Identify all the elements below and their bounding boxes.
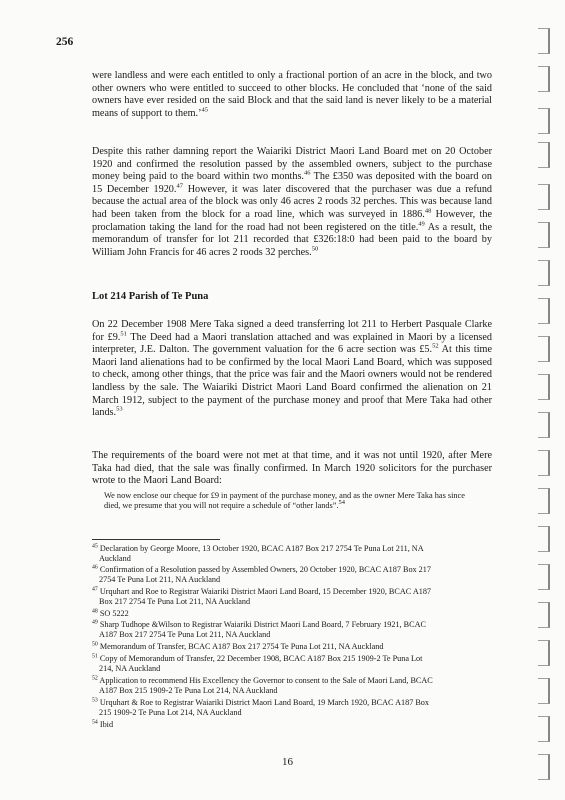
binding-mark	[538, 754, 550, 780]
binding-mark	[538, 564, 550, 590]
footnote-50	[92, 642, 494, 652]
binding-mark	[538, 184, 550, 210]
footnote-text: Ibid	[99, 720, 114, 729]
footnote-divider	[92, 539, 220, 540]
paragraph-2-text-5: As a result, the memorandum of transfer for lot 211 recorded that £326:18:0 had been paid to the board by William John Francis for 46 acres 2 roods 32 perches.	[92, 221, 492, 258]
footnote-text: Sharp Tudhope &Wilson to Registrar Waiariki District Maori Land Board, 7 February 1921, BCAC	[99, 620, 426, 629]
footnote-text-cont: 215 1909-2 Te Puna Lot 214, NA Auckland	[99, 707, 242, 717]
footnote-54	[92, 720, 494, 730]
binding-mark	[538, 716, 550, 742]
paragraph-2-text-2: The £350 was deposited with the board on 15 December 1920.	[92, 171, 492, 195]
footnote-ref: 50	[311, 245, 319, 253]
footnote-text: SO 5222	[99, 609, 129, 618]
footnote-number: 45	[92, 543, 98, 550]
footnote-number: 51	[92, 653, 98, 660]
paragraph-2-text-4: However, the proclamation taking the land for the road had not been registered on the title.	[92, 208, 492, 233]
paragraph-3	[92, 319, 492, 420]
footnote-ref: 45	[201, 106, 208, 114]
footnote-text: Declaration by George Moore, 13 October 1920, BCAC A187 Box 217 2754 Te Puna Lot 211, NA	[99, 544, 424, 553]
footnote-ref: 48	[424, 207, 432, 215]
paragraph-3-text-1: On 22 December 1908 Mere Taka signed a deed transferring lot 211 to Herbert Pasquale Clarke for £9.	[92, 319, 492, 343]
binding-mark	[538, 374, 550, 400]
binding-mark	[538, 336, 550, 362]
binding-mark	[538, 142, 550, 168]
footnote-46	[92, 565, 494, 585]
footnote-text: Urquhart and Roe to Registrar Waiariki District Maori Land Board, 15 December 1920, BCAC A187	[99, 587, 432, 596]
footnote-52	[92, 676, 494, 696]
page-number-bottom: 16	[282, 756, 293, 768]
binding-mark	[538, 260, 550, 286]
paragraph-3-text-3: At this time Maori land alienations had to be confirmed by the local Maori Land Board, which was supposed to check, among other things, that the price was fair and the Maori owners would not be rendered landless by the sale. The Waiariki District Maori Land Board confirmed the alienation on 21 March 1912, subject to the payment of the purchase money and proof that Mere Taka had other lands.	[92, 344, 492, 419]
footnote-text-cont: A187 Box 215 1909-2 Te Puna Lot 214, NA Auckland	[99, 685, 278, 695]
footnote-ref: 47	[176, 182, 183, 190]
footnote-49	[92, 620, 494, 640]
footnote-number: 48	[92, 608, 98, 615]
paragraph-4-text: The requirements of the board were not met at that time, and it was not until 1920, after Mere Taka had died, that the sale was finally confirmed. In March 1920 solicitors for the purchaser wrote to the Maori Land Board:	[92, 450, 492, 487]
binding-mark	[538, 298, 550, 324]
paragraph-2-text-1: Despite this rather damning report the Waiariki District Maori Land Board met on 20 October 1920 and confirmed the resolution passed by the assembled owners, subject to the purchase money being paid to the board within two months.	[92, 146, 492, 183]
section-heading: Lot 214 Parish of Te Puna	[92, 291, 209, 302]
block-quote	[104, 491, 474, 511]
footnote-text: Application to recommend His Excellency the Governor to consent to the Sale of Maori Land, BCAC	[99, 676, 433, 685]
binding-mark	[538, 412, 550, 438]
footnote-text-cont: Auckland	[99, 553, 131, 563]
footnote-ref: 52	[432, 342, 439, 350]
footnote-45	[92, 544, 494, 564]
footnote-number: 49	[92, 619, 98, 626]
footnote-ref: 54	[338, 499, 346, 507]
binding-mark	[538, 450, 550, 476]
footnote-number: 53	[92, 697, 98, 704]
footnote-text-cont: Box 217 2754 Te Puna Lot 211, NA Auckland	[99, 596, 251, 606]
page-number-top: 256	[56, 36, 74, 48]
paragraph-1-text: were landless and were each entitled to only a fractional portion of an acre in the block, and two other owners who were entitled to succeed to other blocks. He concluded that ‘none of the said owners have ever resided on the said Block and that the said land is never likely to be a material means of support to them.’	[92, 70, 492, 119]
footnote-ref: 46	[303, 169, 311, 177]
footnote-number: 50	[92, 641, 98, 648]
binding-mark	[538, 602, 550, 628]
footnote-ref: 49	[418, 220, 425, 228]
paragraph-4	[92, 450, 492, 488]
paragraph-1	[92, 70, 492, 120]
footnote-number: 46	[92, 564, 98, 571]
footnote-text: Confirmation of a Resolution passed by Assembled Owners, 20 October 1920, BCAC A187 Box 217	[99, 565, 431, 574]
footnote-47	[92, 587, 494, 607]
footnote-number: 52	[92, 675, 98, 682]
footnote-text-cont: 2754 Te Puna Lot 211, NA Auckland	[99, 574, 221, 584]
footnote-text: Memorandum of Transfer, BCAC A187 Box 217 2754 Te Puna Lot 211, NA Auckland	[99, 642, 384, 651]
binding-mark	[538, 28, 550, 54]
footnote-53	[92, 698, 494, 718]
footnote-number: 47	[92, 586, 98, 593]
binding-mark	[538, 526, 550, 552]
footnote-text: Urquhart & Roe to Registrar Waiariki District Maori Land Board, 19 March 1920, BCAC A187 Box	[99, 698, 429, 707]
footnote-48	[92, 609, 494, 619]
binding-mark	[538, 678, 550, 704]
footnote-text-cont: A187 Box 217 2754 Te Puna Lot 211, NA Auckland	[99, 629, 271, 639]
footnote-51	[92, 654, 494, 674]
binding-mark	[538, 108, 550, 134]
binding-mark	[538, 222, 550, 248]
footnote-text: Copy of Memorandum of Transfer, 22 December 1908, BCAC A187 Box 215 1909-2 Te Puna Lot	[99, 654, 423, 663]
footnote-text-cont: 214, NA Auckland	[99, 663, 161, 673]
paragraph-3-text-2: The Deed had a Maori translation attached and was explained in Maori by a licensed interpreter, J.E. Dalton. The government valuation for the 6 acre section was £5.	[92, 331, 492, 356]
quote-text: We now enclose our cheque for £9 in payment of the purchase money, and as the owner Mere Taka has since died, we presume that you will not require a schedule of “other lands”.	[104, 491, 465, 511]
footnote-ref: 53	[116, 405, 123, 413]
binding-mark	[538, 488, 550, 514]
paragraph-2-text-3: However, it was later discovered that the purchaser was due a refund because the actual area of the block was only 46 acres 2 roods 32 perches. This was because land had been taken from the block for a road line, which was surveyed in 1886.	[92, 183, 493, 220]
footnote-number: 54	[92, 719, 98, 726]
footnote-ref: 51	[120, 330, 127, 338]
paragraph-2	[92, 146, 492, 259]
binding-mark	[538, 640, 550, 666]
binding-mark	[538, 66, 550, 92]
